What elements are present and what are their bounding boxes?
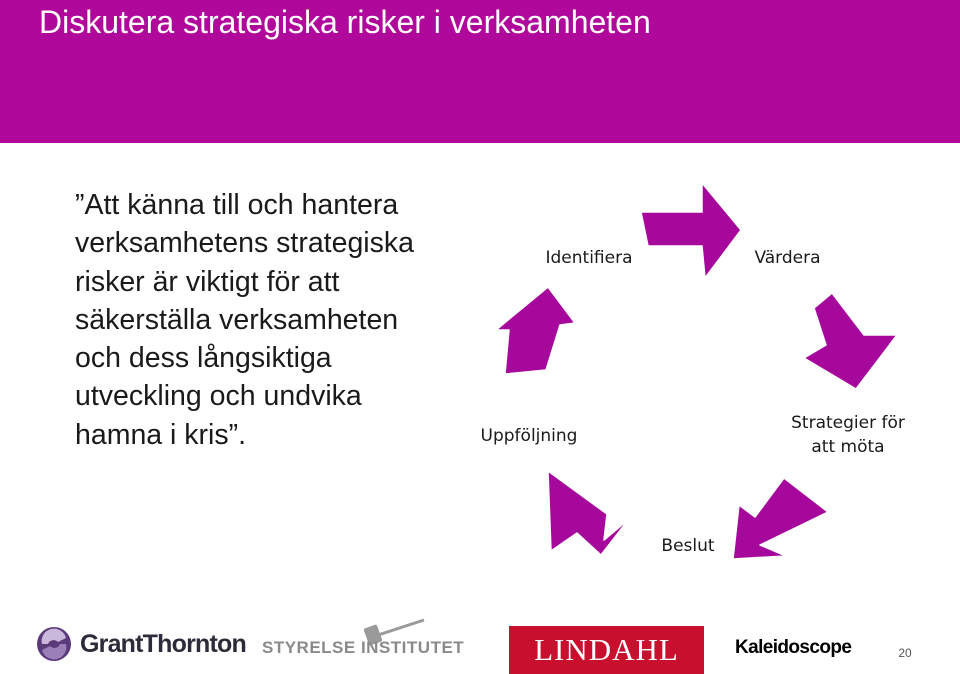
- step-beslut: Beslut: [661, 536, 715, 556]
- slide-title: Diskutera strategiska risker i verksamheten: [39, 4, 651, 40]
- page-number: 20: [898, 646, 912, 660]
- quote-line: risker är viktigt för att: [75, 265, 340, 298]
- quote-line: hamna i kris”.: [75, 418, 247, 451]
- quote-line: verksamhetens strategiska: [75, 227, 414, 260]
- arrow-uppfoljning-to-identifiera: [496, 287, 575, 374]
- step-strategier-line: Strategier för: [791, 413, 905, 433]
- quote-line: och dess långsiktiga: [75, 342, 332, 375]
- quote-line: utveckling och undvika: [75, 380, 362, 413]
- arrow-strategier-to-beslut: [733, 478, 828, 559]
- step-vardera: Värdera: [754, 248, 821, 268]
- grant-thornton-logo: GrantThornton: [80, 630, 246, 658]
- step-strategier: [780, 411, 916, 459]
- cycle-arrow-group: [496, 183, 897, 559]
- arrow-vardera-to-strategier: [804, 293, 897, 389]
- grant-thornton-logo-icon: [36, 626, 72, 662]
- arrow-beslut-to-uppfoljning: [548, 471, 629, 555]
- step-strategier-line: att möta: [811, 437, 885, 457]
- arrow-identifiera-to-vardera: [641, 183, 741, 278]
- step-uppfoljning: Uppföljning: [480, 426, 578, 446]
- step-identifiera: Identifiera: [545, 248, 633, 268]
- styrelseinstitutet-logo: STYRELSE INSTITUTET: [262, 638, 465, 657]
- lindahl-logo-text: LINDAHL: [534, 632, 679, 667]
- kaleidoscope-logo: Kaleidoscope: [735, 637, 852, 658]
- lindahl-logo: [509, 626, 704, 674]
- quote-line: säkerställa verksamheten: [75, 303, 399, 336]
- quote-line: ”Att känna till och hantera: [75, 189, 399, 221]
